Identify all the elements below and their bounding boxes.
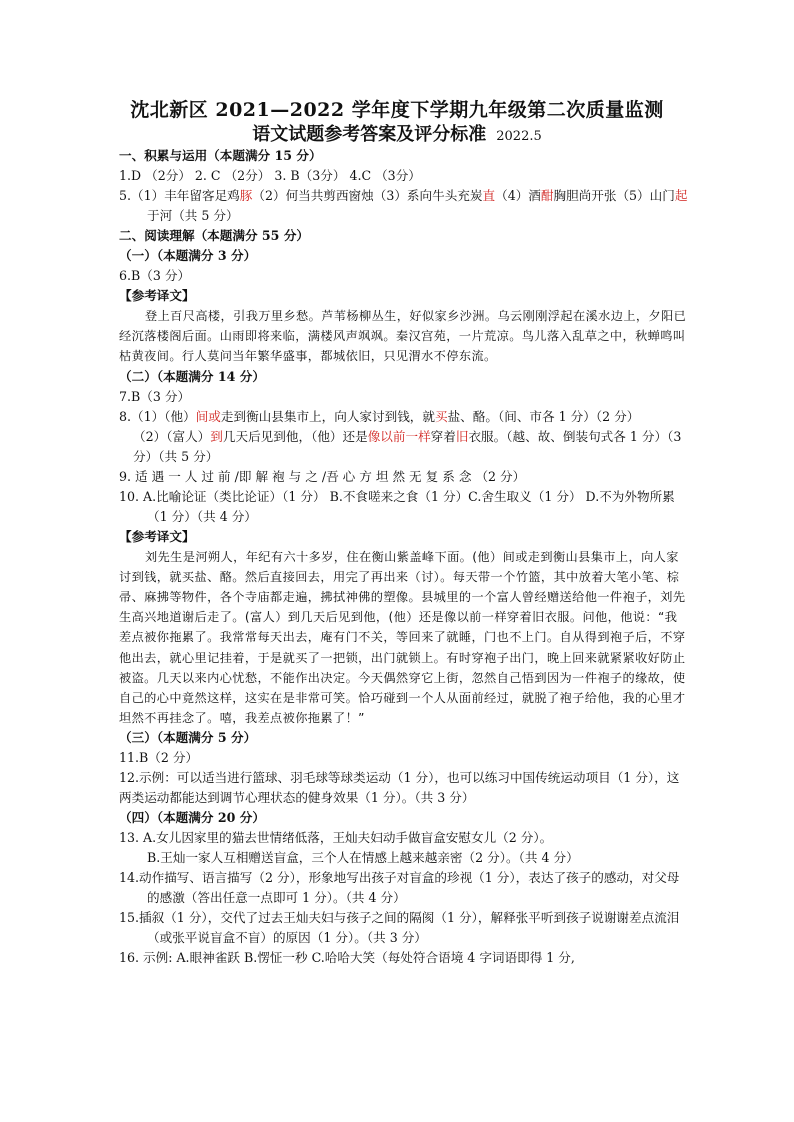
- section-heading-2: 二、阅读理解（本题满分 55 分）: [119, 228, 310, 243]
- q8-2-part-b: 几天后见到他，（他）还是: [222, 428, 368, 444]
- q8-1-part-b: 走到衡山县集市上，向人家讨到钱，就: [220, 408, 435, 424]
- answer-q15: 15.插叙（1 分），交代了过去王灿夫妇与孩子之间的隔阂（1 分），解释张平听到孩子说谢谢差点流泪（或张平说盲盒不盲）的原因（1 分）。（共 3 分）: [119, 910, 680, 946]
- reference-translation-1: 登上百尺高楼，引我万里乡愁。芦苇杨柳丛生，好似家乡沙洲。乌云刚刚浮起在溪水边上，夕阳已经沉落楼阁后面。山雨即将来临，满楼风声飒飒。秦汉宫苑，一片荒凉。鸟儿落入乱草之中，秋蝉鸣叫枯黄夜间。行人莫问当年繁华盛事，都城依旧，只见渭水不停东流。: [119, 309, 687, 364]
- answer-q10: 10. A.比喻论证（类比论证）（1 分） B.不食嗟来之食（1 分）C.舍生取义（1 分） D.不为外物所累（1 分）（共 4 分）: [119, 488, 675, 524]
- q5-highlight-2: 直: [482, 188, 496, 203]
- subsection-heading-4: （四）（本题满分 20 分）: [119, 810, 265, 826]
- q5-highlight-4: 起: [674, 188, 688, 203]
- answer-q13a: 13. A.女儿因家里的猫去世情绪低落，王灿夫妇动手做盲盒安慰女儿（2 分）。: [119, 830, 553, 846]
- subsection-heading-2: （二）（本题满分 14 分）: [119, 368, 265, 384]
- subsection-heading-3: （三）（本题满分 5 分）: [119, 730, 257, 746]
- document-subtitle: [0, 120, 794, 146]
- answer-q16: 16. 示例: A.眼神雀跃 B.愣怔一秒 C.哈哈大笑（每处符合语境 4 字词语即得 1 分,: [119, 950, 575, 966]
- answer-q8-1: [119, 407, 689, 427]
- answer-q1-4: 1.D （2分） 2. C （2分） 3. B（3分） 4.C （3分）: [119, 168, 421, 183]
- q8-2-highlight-3: 旧: [455, 428, 469, 444]
- q8-2-part-c: 穿着: [430, 428, 456, 444]
- q8-1-highlight-2: 买: [434, 408, 448, 424]
- q8-1-part-c: 盐、酪。（间、市各 1 分）（2 分）: [447, 408, 640, 424]
- reference-translation-heading-1: 【参考译文】: [119, 288, 195, 303]
- q8-2-highlight-1: 到: [210, 428, 223, 444]
- q5-highlight-3: 酣: [540, 188, 554, 203]
- subsection-heading-1: （一）（本题满分 3 分）: [119, 248, 257, 263]
- q5-part-c: （4）酒: [495, 188, 541, 203]
- q8-2-part-a: （2）（富人）: [133, 428, 211, 444]
- answer-q13b: B.王灿一家人互相赠送盲盒，三个人在情感上越来越亲密（2 分）。（共 4 分）: [147, 850, 579, 866]
- q5-highlight-1: 豚: [239, 188, 253, 203]
- answer-q11: 11.B（2 分）: [119, 750, 199, 766]
- answer-q9: 9. 适 遇 一 人 过 前 /即 解 袍 与 之 /吾 心 方 坦 然 无 复 系 念 （2 分）: [119, 468, 526, 484]
- q5-part-a: 5.（1）丰年留客足鸡: [119, 188, 240, 203]
- reference-translation-2: 刘先生是河朔人，年纪有六十多岁，住在衡山紫盖峰下面。(他）间或走到衡山县集市上，向人家讨到钱，就买盐、酪。然后直接回去，用完了再出来（讨）。每天带一个竹篮，其中放着大笔小笔、棕帚、麻拂等物件，各个寺庙都走遍，拂拭神佛的塑像。县城里的一个富人曾经赠送给他一件袍子，刘先生高兴地道谢后走了。(富人）到几天后见到他，(他）还是像以前一样穿着旧衣服。问他，他说：“我差点被你拖累了。我常常每天出去，庵有门不关，等回来了就睡，门也不上门。自从得到袍子后，不穿他出去，就心里记挂着，于是就买了一把锁，出门就锁上。有时穿袍子出门，晚上回来就紧紧收好防止被盗。几天以来内心忧愁，不能作出决定。今天偶然穿它上街，忽然自己悟到因为一件袍子的缘故，使自己的心中竟然这样，这实在是非常可笑。恰巧碰到一个人从面前经过，就脱了袍子给他，我的心里才坦然不再挂念了。嘻，我差点被你拖累了！”: [119, 549, 686, 726]
- document-date: 2022.5: [496, 129, 542, 144]
- q8-1-highlight-1: 间或: [195, 408, 221, 424]
- answer-q8-2: [119, 427, 689, 467]
- q5-part-b: （2）何当共剪西窗烛（3）系向牛头充炭: [252, 188, 483, 203]
- section-heading-1: 一、积累与运用（本题满分 15 分）: [119, 148, 322, 163]
- answer-q7: 7.B（3 分）: [119, 388, 191, 404]
- answer-q14: 14.动作描写、语言描写（2 分），形象地写出孩子对盲盒的珍视（1 分），表达了孩子的感动，对父母的感激（答出任意一点即可 1 分）。（共 4 分）: [119, 870, 680, 906]
- q8-2-part-d: 衣服。（越、故、倒装句式各 1 分）（3 分）（共 5 分）: [133, 428, 682, 464]
- subtitle-text: 语文试题参考答案及评分标准: [252, 124, 487, 145]
- document-title: 沈北新区 2021—2022 学年度下学期九年级第二次质量监测: [130, 99, 664, 121]
- q5-part-f: 于河（共 5 分）: [147, 208, 239, 223]
- q8-1-part-a: 8.（1）（他）: [119, 408, 196, 424]
- answer-q5: [119, 186, 689, 226]
- q5-part-e: 山门: [649, 188, 675, 203]
- q8-2-highlight-2: 像以前一样: [367, 428, 431, 444]
- reference-translation-heading-2: 【参考译文】: [119, 528, 195, 544]
- answer-q12: 12.示例：可以适当进行篮球、羽毛球等球类运动（1 分），也可以练习中国传统运动项目（1 分），这两类运动都能达到调节心理状态的健身效果（1 分）。（共 3 分）: [119, 770, 680, 806]
- answer-content: [119, 146, 689, 968]
- q5-part-d: 胸胆尚开张（5）: [553, 188, 650, 203]
- answer-q6: 6.B（3 分）: [119, 268, 191, 283]
